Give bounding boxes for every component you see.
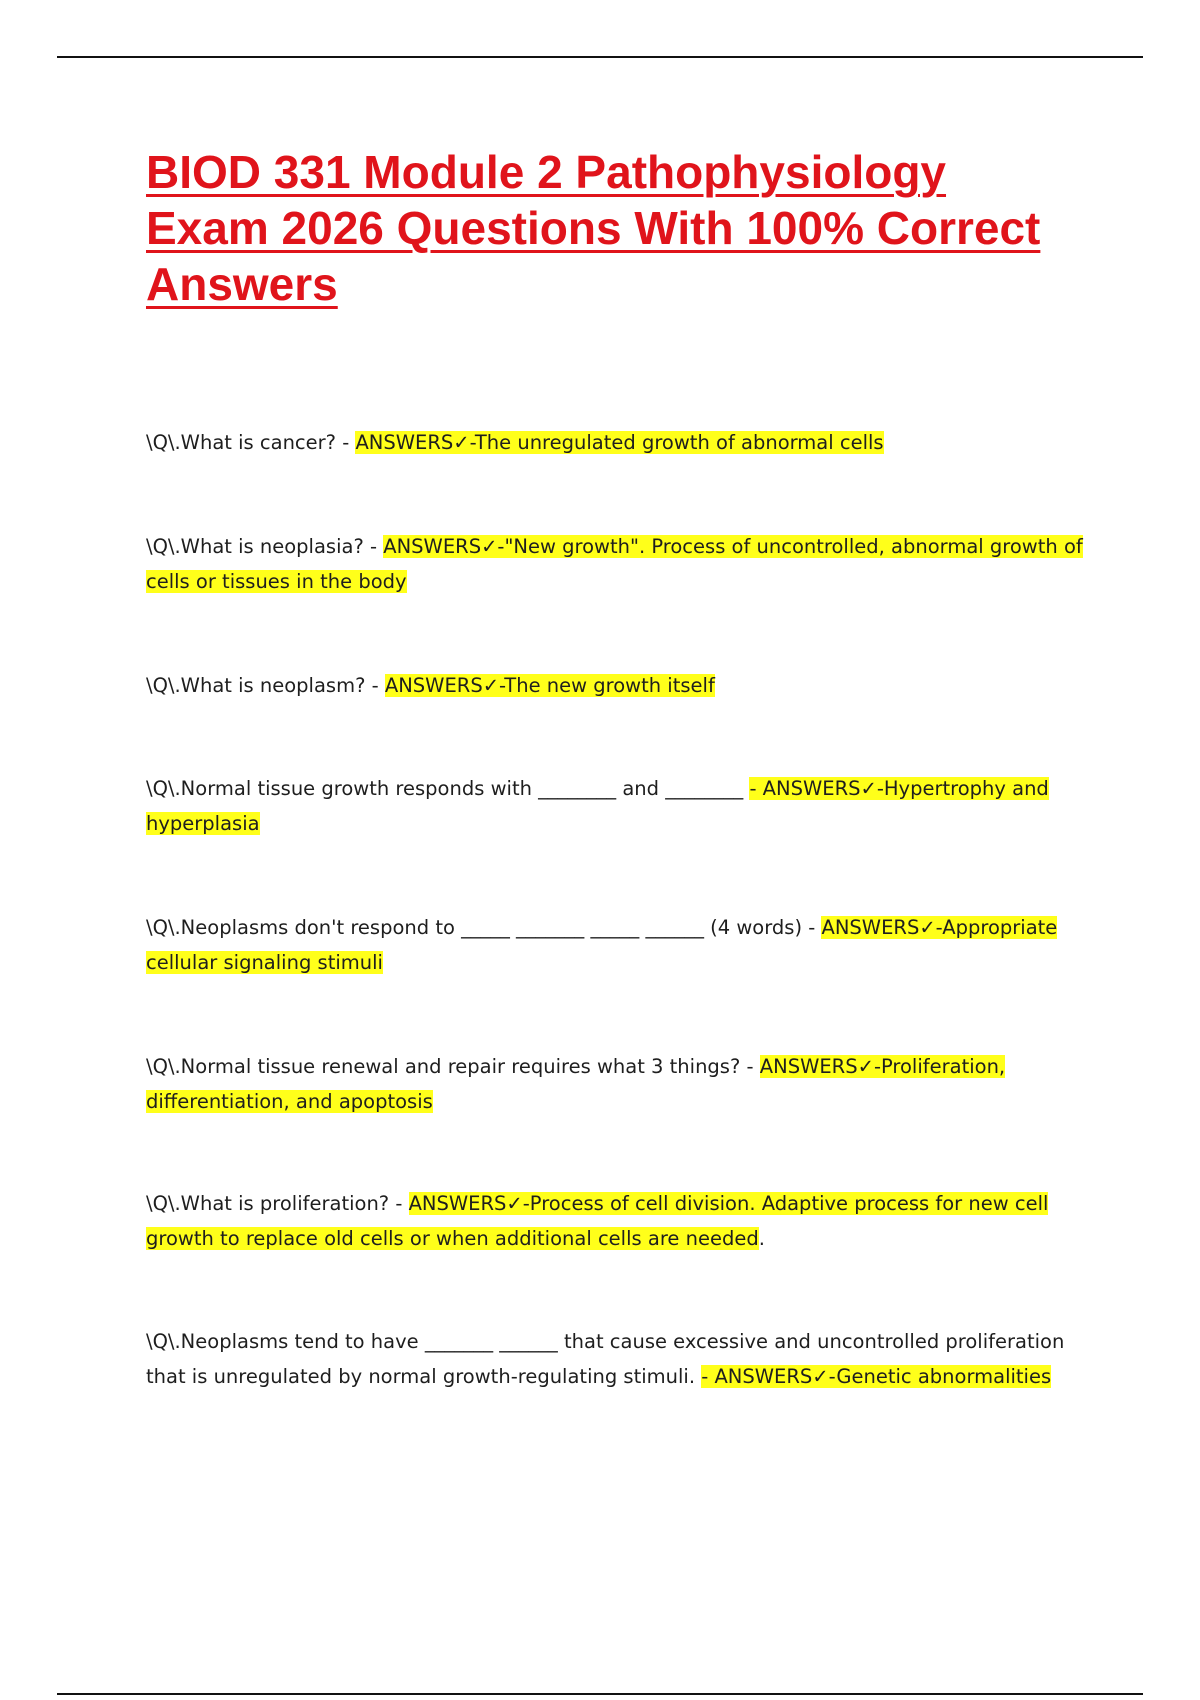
question-text: \Q\.Normal tissue renewal and repair requires what 3 things? - bbox=[146, 1055, 760, 1078]
answer-highlight: ANSWERS✓-Appropriate cellular signaling stimuli bbox=[146, 916, 1058, 974]
answer-highlight: - ANSWERS✓-Genetic abnormalities bbox=[701, 1365, 1052, 1388]
document-title-text: BIOD 331 Module 2 Pathophysiology Exam 2026 Questions With 100% Correct Answers bbox=[146, 146, 1041, 310]
question-text: \Q\.What is neoplasia? - bbox=[146, 535, 384, 558]
qa-item bbox=[146, 910, 1086, 980]
answer-highlight: ANSWERS✓-Process of cell division. Adaptive process for new cell growth to replace old cells or when additional cells are needed bbox=[146, 1192, 1049, 1250]
qa-item bbox=[146, 529, 1086, 599]
answer-highlight: ANSWERS✓-Proliferation, differentiation, and apoptosis bbox=[146, 1055, 1006, 1113]
question-text: \Q\.What is cancer? - bbox=[146, 431, 356, 454]
question-text: \Q\.Neoplasms don't respond to _____ _______ _____ ______ (4 words) - bbox=[146, 916, 822, 939]
qa-item bbox=[146, 771, 1086, 841]
answer-highlight: - ANSWERS✓-Hypertrophy and hyperplasia bbox=[146, 777, 1049, 835]
qa-item bbox=[146, 1049, 1086, 1119]
answer-trailing: . bbox=[758, 1227, 765, 1250]
question-text: \Q\.What is proliferation? - bbox=[146, 1192, 409, 1215]
qa-item bbox=[146, 1324, 1086, 1394]
qa-item bbox=[146, 1186, 1086, 1256]
answer-highlight: ANSWERS✓-"New growth". Process of uncontrolled, abnormal growth of cells or tissues in the body bbox=[146, 535, 1083, 593]
answer-highlight: ANSWERS✓-The unregulated growth of abnormal cells bbox=[355, 431, 884, 454]
question-text: \Q\.What is neoplasm? - bbox=[146, 674, 385, 697]
answer-highlight: ANSWERS✓-The new growth itself bbox=[384, 674, 715, 697]
document-title bbox=[146, 144, 1046, 312]
qa-item bbox=[146, 668, 1086, 703]
question-text: \Q\.Neoplasms tend to have _______ ______ that cause excessive and uncontrolled proliferation that is unregulated by normal growth-regulating stimuli. bbox=[146, 1330, 1065, 1388]
footer-rule bbox=[57, 1693, 1143, 1695]
qa-item bbox=[146, 425, 1086, 460]
question-text: \Q\.Normal tissue growth responds with ________ and ________ bbox=[146, 777, 750, 800]
header-rule bbox=[57, 56, 1143, 58]
